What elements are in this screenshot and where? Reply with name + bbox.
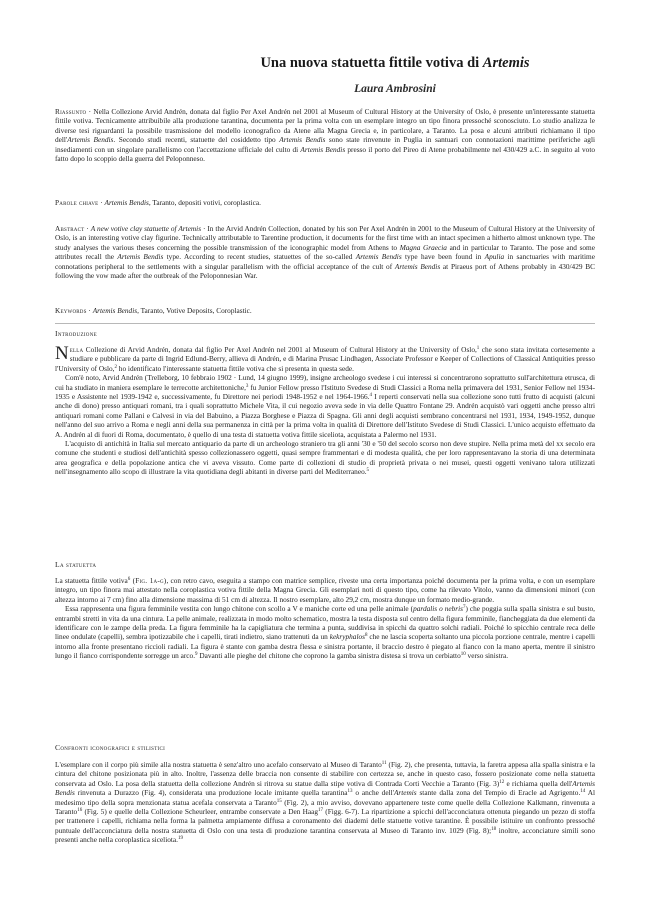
riassunto-label: Riassunto <box>55 107 87 116</box>
body-text: Collezione di Arvid Andrén, donata dal figlio Per Axel Andrén nel 2001 al Museum of Cultural History at the University of Oslo, <box>83 345 477 354</box>
statuetta-body <box>55 576 595 661</box>
body-text: L'esemplare con il corpo più simile alla nostra statuetta è senz'altro uno acefalo conservato al Museo di Taranto <box>55 760 382 769</box>
riassunto-text: . Secondo studi recenti, statuette del cosiddetto tipo <box>113 135 280 145</box>
body-text: o anche dell' <box>352 788 394 798</box>
heading-introduzione: Introduzione <box>55 329 97 338</box>
parole-chiave-italic: Artemis Bendis <box>104 198 149 207</box>
abstract-label: Abstract <box>55 224 85 233</box>
keywords-text: · <box>86 306 93 315</box>
footnote-ref[interactable]: 3 <box>245 383 249 389</box>
footnote-ref[interactable]: 9 <box>195 652 198 658</box>
parole-chiave-label: Parole chiave <box>55 198 99 207</box>
body-text: stante dalla zona del Tempio di Eracle ad Agrigento. <box>416 788 581 798</box>
abstract-text: and in particular to Taranto. The pose and some attributes recall the <box>55 242 595 262</box>
figure-ref[interactable]: (Fig. 1a-g) <box>130 576 167 585</box>
keywords-italic: Artemis Bendis <box>92 306 138 315</box>
body-text: che sono stata invitata cortesemente a studiare e pubblicare da parte di Ingrid Edlund-Berry, allieva di Andrén, e di Marina Prusac Lindhagen, Associate Professor e Keeper of Collections of Classical Antiquities presso l'University of Oslo, <box>55 345 595 373</box>
footnote-ref[interactable]: 19 <box>177 836 183 842</box>
footnote-ref[interactable]: 5 <box>366 468 370 474</box>
introduzione-paragraph-3 <box>55 439 595 477</box>
keywords-text: , Taranto, Votive Deposits, Coroplastic. <box>137 306 252 315</box>
title-text: Una nuova statuetta fittile votiva di <box>260 55 483 71</box>
body-text: La statuetta fittile votiva <box>55 576 128 585</box>
abstract-italic: Artemis Bendis <box>355 252 402 262</box>
body-text: L'acquisto di antichità in Italia sul mercato antiquario da parte di un archeologo straniero tra gli anni '30 e '50 del secolo scorso non deve stupire. Nella prima metà del xx secolo era comune che studenti e studiosi dell'antichità spesso collezionassero oggetti, quasi sempre frammentari e di modesta qualità, che per loro rappresentavano la storia di una determinata area geografica e della popolazione antica che vi aveva vissuto. Come parte di collezioni di studio di proprietà privata o nei musei, questi oggetti venivano talora utilizzati nell'insegnamento allo scopo di illustrare la vita quotidiana degli abitanti in diverse parti del Mediterraneo. <box>55 439 595 477</box>
footnote-ref[interactable]: 11 <box>381 761 387 766</box>
keywords-label: Keywords <box>55 306 87 315</box>
footnote-ref[interactable]: 1 <box>476 346 480 351</box>
riassunto-text: · Nella Collezione Arvid Andrén, donata dal figlio Per Axel Andrén nel 2001 al Museum of Cultural History at the University of Oslo, è presente un'interessante statuetta fittile votiva. Tecnicamente attribuibile alla produzione tarantina, documenta per la prima volta con un esemplare integro un tipo finora pressoché sconosciuto. Lo studio analizza le diverse tesi riguardanti la possibile trasmissione del modello iconografico da Atene alla Magna Grecia e, in particolare, a Taranto. La posa e alcuni attributi richiamano il tipo dell' <box>55 107 595 145</box>
footnote-ref[interactable]: 12 <box>499 779 505 785</box>
parole-chiave-text: · <box>98 198 105 207</box>
parole-chiave-text: , Taranto, depositi votivi, coroplastica. <box>148 198 261 207</box>
abstract-italic: Magna Graecia <box>399 242 447 252</box>
abstract-italic: Artemis Bendis <box>394 261 441 271</box>
section-divider <box>55 323 595 324</box>
body-text: (Figg. 6-7). La ripartizione a spicchi dell'acconciatura ottenuta piegando un pezzo di stoffa per trattenere i capelli, richiama nella forma la palmetta ampiamente diffusa a coronamento dei diademi delle statuette votive tarantine. È possibile istituire un confronto pressoché puntuale dell'acconciatura della nostra statuetta di Oslo con una testa di produzione tarantina conservata al Museo di Taranto inv. 1029 (Fig. 8); <box>55 807 595 835</box>
riassunto-italic: Artemis Bendis <box>67 135 114 145</box>
body-italic: Artemis <box>393 788 417 798</box>
footnote-ref[interactable]: 2 <box>114 364 117 370</box>
riassunto-text: presso il porto del Pireo di Atene probabilmente nel 430/429 a.C. in seguito al voto fatto dopo lo scoppio della guerra del Peloponneso. <box>55 144 595 164</box>
abstract-italic: Apulia <box>484 252 505 262</box>
heading-la-statuetta: La statuetta <box>55 560 97 569</box>
body-text: (Fig. 5) e quelle della Collezione Scheurleer, entrambe conservate a Den Haag <box>82 807 319 817</box>
footnote-ref[interactable]: 17 <box>318 808 324 814</box>
statuetta-paragraph-1 <box>55 576 595 604</box>
article-title <box>215 55 575 72</box>
body-text: Essa rappresenta una figura femminile vestita con lungo chitone con scollo a V e maniche corte ed una pelle animale ( <box>65 604 414 614</box>
body-italic: pardalis o nebris <box>413 604 463 614</box>
abstract-italic: Artemis Bendis <box>117 252 164 262</box>
body-italic: Artemis Bendis <box>55 778 595 798</box>
riassunto-italic: Artemis Bendis <box>300 144 346 154</box>
abstract-title-italic: A new votive clay statuette of Artemis <box>90 224 202 233</box>
riassunto-italic: Artemis Bendis <box>279 135 326 145</box>
footnote-ref[interactable]: 13 <box>347 789 353 795</box>
body-text: fu Junior Fellow presso l'Istituto Svedese di Studi Classici a Roma nella primavera del 1931, Senior Fellow nel 1934-1935 e Assistente nel 1939-1942 e, successivamente, fu Direttore nei periodi 1948-1952 e nel 1964-1966. <box>55 382 595 402</box>
body-text: che ne lascia scoperta soltanto una piccola porzione centrale, mentre i capelli intorno alla fronte presentano riccioli radiali. La figura è stante con gamba destra flessa e sinistra portante, il braccio destro è piegato al fianco con la mano aperta, mentre il sinistro lungo il fianco corrispondente sorregge un arco. <box>55 632 595 661</box>
heading-confronti: Confronti iconografici e stilistici <box>55 743 166 752</box>
introduzione-paragraph-1 <box>55 345 595 373</box>
drop-cap: N <box>55 343 69 364</box>
body-text: ) che poggia sulla spalla sinistra e sul busto, entrambi stretti in vita da una cintura. La pelle animale, realizzata in modo molto schematico, mostra la testa disposta sul centro della figura femminile, fiancheggiata da due elementi da identificare con le zampe della preda. La figura femminile ha la capigliatura che termina a punta, suddivisa in spicchi da quattro solchi radiali. Poiché lo spicchio centrale reca delle linee ondulate (capelli), sembra ipotizzabile che i capelli, tirati indietro, siano trattenuti da un <box>55 604 595 642</box>
confronti-paragraph-1 <box>55 760 595 845</box>
body-text: Davanti alle pieghe del chitone che coprono la gamba sinistra distesa si trova un cerbiatto <box>197 651 461 661</box>
footnote-ref[interactable]: 16 <box>77 808 83 814</box>
body-italic: kekryphalos <box>329 632 365 642</box>
body-text: e richiama quella dell' <box>504 778 573 788</box>
riassunto-paragraph <box>55 107 595 163</box>
body-text: inoltre, acconciature simili sono presenti anche nella coroplastica siceliota. <box>55 825 595 845</box>
body-text: rinvenuta a Durazzo (Fig. 4), considerata una produzione locale imitante quella tarantina <box>74 788 348 798</box>
body-text: Com'è noto, Arvid Andrén (Trelleborg, 10 febbraio 1902 · Lund, 14 giugno 1999), insigne archeologo svedese i cui interessi si concentrarono soprattutto sull'architettura etrusca, di cui ha studiato in maniera esemplare le terrecotte architettoniche, <box>55 373 595 392</box>
abstract-text: type have been found in <box>401 252 485 262</box>
abstract-paragraph <box>55 224 595 280</box>
abstract-text: · <box>84 224 91 233</box>
footnote-ref[interactable]: 6 <box>127 577 131 582</box>
introduzione-paragraph-2 <box>55 373 595 439</box>
body-text: (Fig. 2), che presenta, tuttavia, la faretra appesa alla spalla sinistra e la cintura del chitone posizionata più in alto. Inoltre, l'assenza delle braccia non consente di stabilire con certezza se, anche in questo caso, fossero posizionate come nella statuetta conservata ad Oslo. La posa della statuetta della collezione Andrén si ritrova su statue dalla stipe votiva di Contrada Corti Vecchie a Taranto (Fig. 3) <box>55 760 595 788</box>
body-text: ho identificato l'interessante statuetta fittile votiva che si presenta in questa sede. <box>116 363 354 373</box>
author-name: Laura Ambrosini <box>354 83 436 95</box>
statuetta-paragraph-2 <box>55 604 595 660</box>
footnote-ref[interactable]: 4 <box>369 393 372 399</box>
body-text: verso sinistra. <box>465 651 509 661</box>
confronti-body <box>55 760 595 845</box>
abstract-text: type. According to recent studies, statuettes of the so-called <box>163 252 356 262</box>
footnote-ref[interactable]: 8 <box>364 633 368 639</box>
lead-smallcaps: ella <box>69 345 84 354</box>
body-text: , con retro cavo, eseguita a stampo con matrice semplice, riveste una certa importanza poiché documenta per la prima volta, e con un esemplare integro, un tipo finora mai attestato nella coroplastica votiva fittile della Magna Grecia. Gli esemplari noti di questo tipo, come ha rilevato Vitolo, vanno da dimensioni minori (con altezza intorno ai 7 cm) fino alla dimensione massima di 51 cm di altezza. Il nostro esemplare, alto 29,2 cm, mostra dunque un formato medio-grande. <box>55 576 595 604</box>
body-text: I reperti conservati nella sua collezione sono tutti frutto di acquisti (alcuni anche di dono) presso antiquari romani, tra i quali soprattutto Michele Vita, il cui negozio aveva sede in via delle Quattro Fontane 29. Andrén acquistò vari oggetti anche presso altri antiquari romani come Pallani e Calvesi in via del Babuino, a Piazza Borghese e Piazza di Spagna. Gli anni degli acquisti sembrano concentrarsi nel 1931, 1934, 1949-1952, dunque nell'anno del suo arrivo a Roma e negli anni della sua permanenza in città per la prima volta in qualità di Direttore dell'Istituto Svedese di Studi Classici. L'unico acquisto effettuato da A. Andrén al di fuori di Roma, documentato, è quello di una testa di statuetta votiva fittile siceliota, acquistata a Palermo nel 1931. <box>55 392 595 439</box>
parole-chiave-line <box>55 198 595 207</box>
introduzione-body <box>55 345 595 477</box>
footnote-ref[interactable]: 18 <box>491 826 497 832</box>
keywords-line <box>55 306 595 315</box>
body-text: Al medesimo tipo della sopra menzionata statua acefala conservata a Taranto <box>55 788 595 807</box>
abstract-text: · In the Arvid Andrén Collection, donated by his son Per Axel Andrén in 2001 to the Museum of Cultural History at the University of Oslo, is an interesting votive clay figurine. Technically attributable to Tarentine production, it documents for the first time with an intact specimen a hitherto almost unknown type. The study analyses the various theses concerning the possible transmission of the iconographic model from Athens to <box>55 224 595 252</box>
footnote-ref[interactable]: 7 <box>462 605 466 611</box>
riassunto-text: sono state rinvenute in Puglia in santuari con connotazioni marittime periferiche agli insediamenti con un singolare parallelismo con l'accettazione ufficiale del culto di <box>55 135 596 154</box>
footnote-ref[interactable]: 15 <box>276 798 282 804</box>
body-text: (Fig. 2), a mio avviso, dovevano appartenere teste come quelle della Collezione Kalkmann, rinvenuta a Taranto <box>55 797 595 817</box>
abstract-text: in sanctuaries with maritime connotations peripheral to the settlements with a singular parallelism with the official acceptance of the cult of <box>55 252 595 271</box>
footnote-ref[interactable]: 10 <box>460 652 466 658</box>
abstract-text: at Piraeus port of Athens probably in 430/429 BC following the vow made after the outbreak of the Peloponnesian War. <box>55 261 595 281</box>
title-italic: Artemis <box>482 55 530 71</box>
footnote-ref[interactable]: 14 <box>580 789 586 795</box>
